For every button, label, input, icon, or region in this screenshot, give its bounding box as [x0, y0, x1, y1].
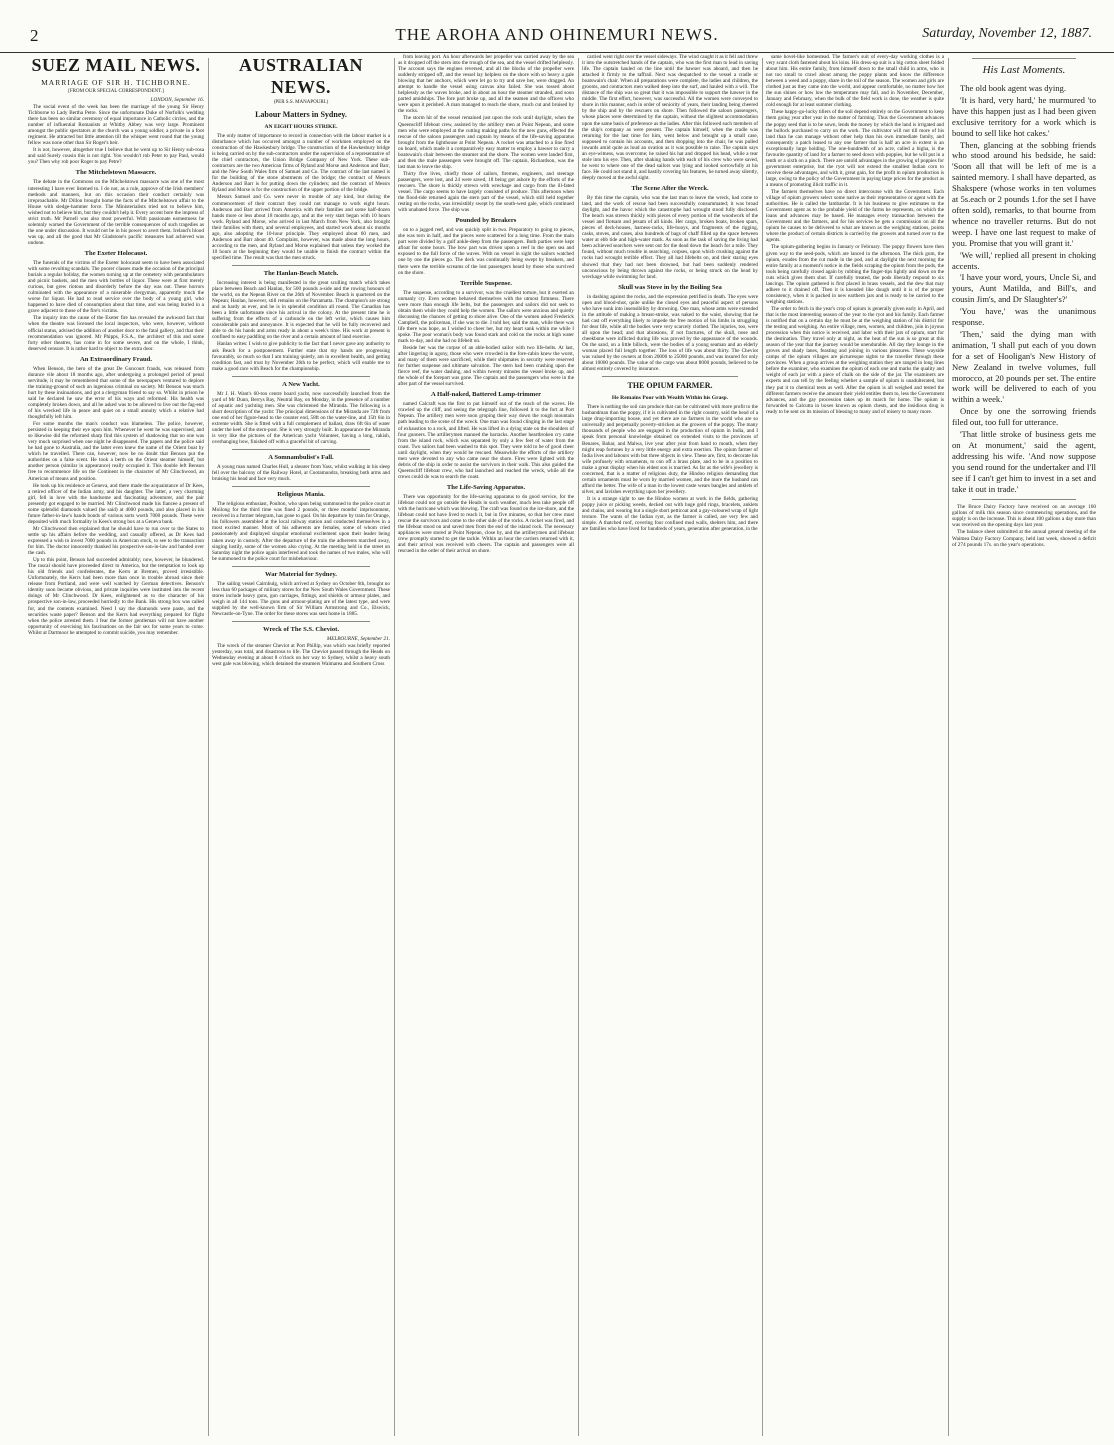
divider [232, 265, 370, 266]
section-heading: The Life-Saving Apparatus. [446, 483, 526, 491]
paragraph: The religious enthusiast, Poulton, who upon being summoned to the police court at Moilong for the third time was fined 2 pounds, or three months' imprisonment, received in a former telegram, has gone to gaol. On his departure by train for Orange, his followers assembled at the local railway station and conducted themselves in a most excited manner. Most of his adherents are females, some of whom cried passionately and displayed singular emotional excitement upon their leader being taken away in custody. After the departure of the train the adherents marched away, singing lustily, some of the women also crying. At the meeting held in the street on Saturday night the police again interfered and took the names of two males, who will be summoned to the police court for misbehaviour. [212, 501, 390, 562]
divider [232, 566, 370, 567]
page-number: 2 [30, 26, 39, 45]
section-heading: Religious Mania. [277, 491, 325, 499]
section-heading: War Material for Sydney. [265, 570, 337, 578]
section-heading: The Hanlan-Beach Match. [263, 269, 339, 277]
divider [972, 58, 1076, 59]
column-rule [578, 58, 579, 1436]
marriage-subheading: MARRIAGE OF SIR H. TICHBORNE. [41, 78, 191, 87]
paragraph: Hanlan writes: I wish to give publicity to the fact that I never gave any authority to ask Beach for a postponement. Further state that my hands are progressing favourably, so much so that I am training quietly, am in excellent health, and getting condition fast, and trust by November 26th to be perfect, which will enable me to make a good race with Beach for the championship. [212, 341, 390, 372]
paragraph: 'That little stroke of business gets me on At monument,' said the agent, addressing his wife. 'And now suppose you send round for the undertaker and I'll see if I can't get him to invest in a set and take it out in trade.' [952, 429, 1096, 494]
section-heading: Labour Matters in Sydney. [255, 110, 347, 119]
dairy-notice [952, 504, 1096, 548]
paragraph: These happy-go-lucky tillers of the soil depend entirely on the Government to keep them going year after year in the matter of farming. Thus the Government advances the poppy seed that is to be sown, lends the money by which the land is irrigated and the bullock purchased to carry on the work. The cultivator will not till more of his land than he can manage without other help than his own immediate family, and consequently a patch leased to any one farmer that is half an acre in extent is an exceptionally large holding. The one-hundredth of an acre, called a bigha, is the favourite quantity of land for a farmer to seed down with poppies, but he will put in a tenth or a sixth on a pinch. There are untold advantages in the growing of poppies for government enterprise, but the ryot will not extend the smallest Indian corn to receive these advantages, and with it, great gain, for the profit in opium production is large, owing to the policy of the Government in paying large prices for the product as a means of promoting illicit traffic in it. [766, 109, 944, 188]
section-heading: A Half-naked, Battered Lamp-trimmer [430, 391, 542, 399]
divider [232, 449, 370, 450]
paragraph: There was opportunity for the life-saving apparatus to do good service, for the lifeboat could not go outside the Heads in such weather, much less take people off with the hurricane which was blowing. The craft was found on the ice-shore, and the lifeboat could not have lived to reach it, but in five minutes, so that her crew must rescue the survivors and come to the other side of the rocks. A rocket was fired, and the lifeboat stood on and saved men from the end of the island rock. The necessary appliances were stored at Point Nepean, close by, and the artillerymen and lifeboat crew promptly started to get the tackle. Within an hour the carriers returned with it, and their arrival was received with cheers. The captain and passengers were all rescued in the order of their arrival on shore. [398, 493, 574, 555]
paragraph: Mr Clinchwood then explained that he should have to run over to the States to settle up his affairs before the wedding, and casually offered, as Dr Kees had expressed a wish to invest 7000 pounds in American stock, to see to the transaction for him. The doctor innocently thanked his prospective son-in-law and handed over the cash. [28, 525, 204, 557]
section-heading: Wreck of The S.S. Cheviot. [262, 626, 340, 633]
paragraph: The inquiry into the cause of the Exeter fire has revealed the awkward fact that when the theatre was licensed the local inspectors, who were, however, without official status, advised the addition of another door to the fatal gallery, and that their recommendation was ignored. Mr Phipps, F.S.A., the architect of this and some forty other theatres, has come in for some severe, and on the whole, I think, deserved censure. It is rather hard to object to the extra door. [28, 315, 204, 352]
dateline: LONDON, September 16. [150, 97, 204, 103]
section-heading: The Scene After the Wreck. [631, 184, 709, 192]
section-heading: Skull was Stove in by the Boiling Sea [618, 283, 722, 291]
paragraph: A young man named Charles Hull, a shearer from Yass, whilst walking in his sleep fell over the balcony of the Railway Hotel, at Cootamundra, breaking both arms and bruising his head and face very much. [212, 464, 390, 483]
paragraph: 'It is hard, very hard,' he murmured 'to have this happen just as I had been given exclusive territory for a work which is bound to sell like hot cakes.' [952, 94, 1096, 138]
divider [232, 376, 370, 377]
divider [232, 486, 370, 487]
column-1 [28, 54, 204, 1439]
paragraph: Then, glancing at the sobbing friends who stood around his bedside, he said: 'Soon all that will be left of me is a sainted memory. I shall have departed, as Shakspere (whose works in ten volumes at 5s.each or 2 pounds 1.for the set I have often sold), remarks, to that bourne from whence no traveller returns. But do not weep. I have one last request to make of you. Promise that you will grant it.' [952, 139, 1096, 248]
paragraph: The wreck of the steamer Cheviot at Port Phillip, was which was briefly reported yesterday, was total, and disastrous to life. The Cheviot passed through the Heads on Wednesday evening at about 8 o'clock on her way to Sydney, whilst a heavy south west gale was blowing, which detained the steamers Waimarea and Southern Cross [212, 643, 390, 668]
section-heading: An Extraordinary Fraud. [80, 355, 152, 363]
section-heading: Terrible Suspense. [460, 279, 512, 287]
paragraph: Increasing interest is being manifested in the great sculling match which takes place between Beach and Hanlan, for 500 pounds a-side and the rowing honours of the world, on the Nepean River on the 26th of November. Beach is quartered on the Nepean; Hanlan, however, still remains on the Parramatta. The champion's are strong and as hardy as ever, and he is in splendid condition all round. The Canadian has been a little unfortunate since his arrival in the colony. At the present time he is suffering from the effects of a carbuncle on the left wrist, which causes him considerable pain and annoyance. It is expected that he will be fully recovered and able to do his hands and arms ready in about a week's time. His work at present is confined to easy paddling on the river and a certain amount of land exercise. [212, 279, 390, 341]
column-4 [582, 54, 758, 1439]
paragraph: from leaving port. An hour afterwards her propeller was carried away by the sea as it dropped off the stern into the trough of the sea, and the vessel drifted helplessly. The account says the engines reversed, and all the blocks of the propeller were suddenly stripped off, and the vessel lay helpless on the shore with so heavy a gale blowing that her anchors, which were let go to try and save her, were dragged. An attempt to handle the vessel using canvas also failed. She was tossed about helplessly as the waves broke, and in about an hour the steamer stranded, and soon parted amidships. The fore part broke up, and all the seamen and the officers who were upon it perished. A man managed to reach the shore, much cut and bruised by the rocks. [398, 54, 574, 115]
paragraph: The Bruce Dairy Factory have received on an average 160 gallons of milk this season since commencing operations, and the supply is on the increase. This is about 100 gallons a day more than was received on the opening days last year. [952, 503, 1096, 529]
paragraph: There is nothing the soil can produce that can be cultivated with more profit to the husbandman than the poppy, if it is cultivated in the right country, said the head of a large drug-importing house, and yet there are no farmers in the world who are so universally and perpetually poverty-stricken as the growers of the poppy. The many thousands of people who are engaged in the production of opium in India, and I speak from personal knowledge obtained on extended visits to the provinces of Benares, Bahar, and Malwa, live year after year from hand to mouth, when they might reap fortunes by a very little energy and extra exertion. The opium farmer of India lives and labours with but three objects in view. These are, first, to decorate his wife profusely with ornaments, to con off a brass plate, and to be in a position to make a great display when his eldest son is married. As far as the wife's jewellery is concerned, that is a matter of religious duty, the Hindoo religion demanding that certain ornaments must be worn by married women, and the more the husband can afford the better. The wife of a man in the lowest caste wears bangles and anklets of silver, and lavishes everything upon her jewellery. [582, 404, 758, 495]
newspaper-title: THE AROHA AND OHINEMURI NEWS. [395, 25, 719, 44]
paragraph: 'Then,' said the dying man with animation, 'I shall put each of you down for a set of Hooligan's New History of New Zealand in twelve volumes, full morocco, at 20 pounds per set. The entire work will be delivered to each of you within a week.' [952, 328, 1096, 405]
paragraph: same hovel-like homestead. The farmer's suit of every-day working clothes is a very scant cloth fastened about his loins. His dress-up suit is a big cotton sheet folded about him. His entire family, from himself down to the small child in arms, who is not too small to crawl about among the poppy plants and know the difference between a weed and a poppy, share in the toil of the season. The women and girls are clothed just as they came into the world, and appear comfortable, no matter how hot the sun shines or how low the temperature may fall, and in November, December, January and February, when the bulk of the field work is done, the weather is quite cold enough for at least summer clothing. [766, 54, 944, 109]
paragraph: Mr J. H. Want's 60-ton centre board yacht, now successfully launched from the yard of Mr Dunn, Berrys Bay, Neutral Bay, on Monday, in the presence of a number of aquatic and yachting men. She was christened the Miranda. The following is a short description of the yacht: The principal dimensions of the Miranda are 73ft from one end of her figure-head to the counter end, 58ft on the water-line, and 15ft 6in in extreme width. She is fitted with a full complement of ballast, draw 6ft 6in of water under the keel of the stern-post. She is very strongly built. In appearance the Miranda is very like the pictures of the American yacht Volunteer, having a long, rakish, overhanging bow, finished off with a graceful bit of carving. [212, 390, 390, 446]
paragraph: When Benson, the hero of the great De Goncourt frauds, was released from durance vile about 18 months ago, after undergoing a prolonged period of penal servitude, it may be remembered that some of the newspapers ventured to deplore the training-ground of such an ingenious criminal on society. Mr Benson was much hurt by these insinuations, and got a clergyman friend to say so. Whilst in prison he said he declared he saw the error of his ways and reformed. His health was completely broken down, and all he asked was to be allowed to live out the fag-end of his wrecked life in peace and quiet on a small annuity which a relative had thoughtfully left him. [28, 365, 204, 421]
divider [602, 376, 738, 377]
paragraph: The suspense, according to a survivor, was the cruellest torture, but it exerted an unmanly cry. Even women behaved themselves with the utmost firmness. There were more than enough life belts, but the passengers and sailors did not seek to obtain them while they could help the women. The sailors were anxious and quietly discussing the chances of getting to shore alive. One of the women asked Frederick Campbell, the policeman, if she was to die. I told her, said the man, while there was life there was hope, as I wished to cheer her, but my heart sank within me while I spoke. The poor woman's body was found stark and cold on the rocks at high water mark to-day, and she had no lifebelt on. [398, 289, 574, 344]
paragraph: He took up his residence at Geneva, and there made the acquaintance of Dr Kees, a retired officer of the Indian army, and his daughter. The latter, a very charming girl, fell in love with the handsome and fascinating adventurer, and the pair presently got engaged to be married. Mr Clinchwood made his fiancee a present of some splendid diamonds valued (he said) at 4000 pounds, and also placed in his future father-in-law's hands bonds of various sorts worth 7000 pounds. These were deposited with much formality in Kees's strong box at a Geneva bank. [28, 482, 204, 525]
paragraph: 'We will,' replied all present in choking accents. [952, 249, 1096, 271]
section-heading: A Somnambulist's Fall. [268, 454, 334, 462]
issue-date: Saturday, November 12, 1887. [922, 26, 1092, 41]
paragraph: Beside her was the corpse of an able-bodied sailor with two life-belts. At last, after lingering in agony, those who were crowded in the fore-cabin knew the worst, and many of them were sacrificed, while their shipmates in security were reserved for further suspense and ultimate salvation. The stern had been crashing upon the fierce reef, the water dashing, and within twenty minutes the vessel broke up, and the whole of the forepart was gone. The captain and the passengers who were in the after part of the vessel survived. [398, 345, 574, 388]
story-title: His Last Moments. [982, 64, 1066, 76]
paragraph: The only matter of importance to record in connection with the labour market is a disturbance which has occurred amongst a number of workmen employed on the construction of the Hawkesbury bridge. The construction of the Hawkesbury bridge is being carried on by the sub-contractors under the supervision of a representative of the chief contractors, the Union Bridge Company of New York. These sub-contractors are the two American firms of Ryland and Morse and Anderson and Barr, and the New South Wales firm of Samuel and Co. The contract of the last named is for the building of the stone abutments of the bridge; the contract of Messrs Anderson and Barr is for putting down the cylinders; and the contract of Messrs Ryland and Morse is for the construction of the upper portion of the bridge. [212, 133, 390, 194]
paragraph: 'I have your word, yours, Uncle Si, and yours, Aunt Matilda, and Bill's, and cousin Jim's, and Dr Slaughter's?' [952, 272, 1096, 305]
column-rule [208, 58, 209, 1436]
section-heading: A New Yacht. [282, 380, 320, 388]
paragraph: Up to this point, Benson had succeeded admirably; now, however, he blundered. The rascal should have proceeded direct to America, but the temptation to look up his old friends and confederates, the Kerrs at Bremen, proved irresistible. Unfortunately, the Kerrs had been more than once in trouble abroad since their release from Portland, and were well watched by German detectives. Benson's identity soon became obvious, and private inquiries were instituted into the recent doings of Mr Clinchwood. Dr Kees, enlightened as to the character of his prospective son-in-law, proceeded hurriedly to the Bank. His strong box was called for, and the contents examined. Need I say the diamonds were paste, and the securities waste paper? Benson and the Kerrs had everything prepared for flight when the police arrested them. I fear the former gentleman will not have another opportunity of exercising his fascinations on the fair sex for some years to come. Whilst at Dartmoor he attempted to commit suicide, you may remember. [28, 557, 204, 636]
paragraph: The funerals of the victims of the Exeter holocaust seem to have been associated with some revolting scandals. The poorer classes made the occasion of the principal burials a regular holiday, the women turning up at the cemetery with perambulators and picnic baskets, and the men with bottles of liquor. These were at first merely curious, but grew riotous and disorderly before the day was out. These horrors culminated with the appearance of a miserable clergyman, apparently much the worse for liquor. He had to read service over the body of a young girl, who happened to have died of consumption about that time, and was being buried in a grave adjacent to those of the fire's victims. [28, 259, 204, 315]
paragraph: The balance sheet submitted at the annual general meeting of the Waimea Dairy Factory Company, held last week, showed a deficit of 274 pounds 17s. on the year's operations. [952, 529, 1096, 548]
column-rule [394, 58, 395, 1436]
section-subheading: He Remains Poor with Wealth Within his Grasp. [611, 395, 729, 402]
paragraph: Once by one the sorrowing friends filed out, too full for utterance. [952, 406, 1096, 428]
story-body [952, 83, 1096, 495]
paragraph: The old book agent was dying. [960, 83, 1066, 93]
paragraph: Messrs Samuel and Co. were never in trouble of any kind, but during the commencement of their contract they could not manage to work eight hours. Anderson and Barr arrived from America with their families and some half-dozen hands more or less about 18 months ago, and at the very start began with 10 hours work. Ryland and Morse, who arrived in last March from New York, also brought their families with them, and several employees, and started work about six months ago, also adopting the 10-hour principle. They employed about 60 men, and Anderson and Barr about 40. Complaint, however, was made about the long hours, according to the men, and Ryland and Morse explained that unless they worked the 10 hours at the beginning they would be unable to finish the contract within the specified time. The result was that the men struck. [212, 194, 390, 261]
newspaper-page [28, 54, 1096, 1439]
dateline: MELBOURNE, September 21. [326, 636, 390, 642]
column-rule [762, 58, 763, 1436]
paragraph: The opium-gathering begins in January or February. The poppy flowers have then given way to the seed-pods, which are lanced in the afternoon. The thick gum, the opium, exudes from the cut made in the pod, and at daylight the next morning the entire family at a moment's notice in the fields scraping the opium from the pods, the tools being carefully closed again by rubbing the finger-tips lightly and down on the cuts which gives them shut. If carefully treated, the pods liberally respond to six lancings. The opium gathered is first placed in brass vessels, and the dew that may adhere to it drained off. Then it is kneaded like dough until it is of the proper consistency, when it is packed in new earthern jars and is ready to be carried to the weighing stations. [766, 244, 944, 305]
suez-mail-heading: SUEZ MAIL NEWS. [31, 55, 201, 75]
correspondent-credit: [FROM OUR SPECIAL CORRESPONDENT.] [68, 89, 164, 94]
section-heading: Pounded by Breakers [455, 217, 517, 225]
column-5 [766, 54, 944, 1439]
paragraph: The sailing vessel Cairnbulg, which arrived at Sydney on October 6th, brought no less than 60 packages of military stores for the New South Wales Government. These stores include heavy guns, gun carriages, fittings, and shields or armour plates, and weigh in all 144 tons. The guns and armour-plating are of the latest type, and were supplied by the well-known firm of Sir William Armstrong and Co., Elswick, Newcastle-on-Tyne. The order for these stores was sent home in 1885. [212, 580, 390, 617]
paragraph: The debate in the Commons on the Mitchelstown massacre was one of the most interesting I have ever listened to. I do not, as a rule, approve of the Irish members' methods and manners, but on this occasion their conduct certainly was irreproachable. Mr Dillon brought home the facts of the Mitchelstown affair to the House with sledge-hammer force. The Ministerialists tried not to believe him, wished not to believe him, but they couldn't help it. Every accent bore the impress of strict truth. Mr Parnell was also most powerful. With passionate earnestness he solemnly warned the Government of the terrible consequences of such tragedies as the one under discussion. It would not be in his power to avert them. Ireland's blood was up, and all the good that Mr Gladstone's pacific measures had achieved was undone. [28, 179, 204, 246]
section-heading: The Exeter Holocaust. [84, 249, 148, 257]
paragraph: The social event of the week has been the marriage of the young Sir Henry Tichborne to Lady Bertha Petre. Since the unfortunate Duke of Norfolk's wedding there has been no similar ceremony of equal importance in Catholic circles, and the number of influential Romanists at Whitby Abbey was very large. Prominent amongst the public spectators at the church was a young soldier, a private in a foot regiment. He attracted but little attention till the whisper went round that the young fellow was none other than Sir Roger's heir. [28, 104, 204, 147]
paragraph: named Calcraft was the first to put himself out of the reach of the waves. He crawled up the cliff, and seeing the telegraph line, followed it to the fort at Port Nepean. The artillery men were soon groping their way down the rough mountain path leading to the scene of the wreck. One man was found clinging in the last stage of exhaustion to a rock, and lifted. He was lifted in a dying state on the shoulders of four gunners. The artillerymen manned the barracks. Another heartbroken cry came from the island rock, which was separated by only a few feet of water from the coast. Two sailors had been washed to this spot. They were told to be of good cheer until daylight, when they would be rescued. Meanwhile the efforts of the artillery men were devoted to any who came near the shore. Fires were lighted with the debris of the ship in order to assist the survivors in their walk. This also guided the Queenscliff lifeboat crew, who had launched and reached the wreck, while all the crews could do was to search the coast. [398, 401, 574, 480]
masthead [0, 22, 1114, 53]
paragraph: in dashing against the rocks, and the expression petrified in death. The eyes were open and blood-shot, quite unlike the closed eyes and peaceful aspect of persons who have sunk into insensibility by drowning. One man, whose arms were extended in the attitude of making a breast-stroke, was naked to the waist, showing that he had cast off everything likely to impede the free motion of his limbs in struggling for dear life, while all the bodies were very scarcely clothed. The injuries, too, were all upon the head; and that abrasions, if not fractures, of the skull, nose and cheekbone were inflicted during life was proved by the appearance of the wounds. On the sand, on a little hillock, were the bodies of a young seaman and an elderly woman placed full length together. The loss of life was about thirty. The Cheviot was valued by the owners at from 20000 to 25000 pounds, and was insured for only about 10000 pounds. The value of the cargo was about 8000 pounds, believed to be almost entirely covered by insurance. [582, 293, 758, 373]
column-2 [212, 54, 390, 1439]
divider [972, 499, 1076, 500]
section-subheading: AN EIGHT HOURS STRIKE. [264, 124, 338, 130]
column-3 [398, 54, 574, 1439]
column-rule [948, 58, 949, 1436]
australian-news-heading: AUSTRALIAN NEWS. [238, 55, 364, 97]
paragraph: For some months the man's conduct was blameless. The police, however, persisted in keeping their eye upon him. Whenever he went he was supervised, and so likewise did the reformed sharp find this system of shadowing that no one was very much surprised when one night he disappeared. The papers and the police said he had gone to Australia, and the latter even knew the name of the Orient boat by which he travelled. There can, however, now be no doubt that Benson put the authorities on a false scent. He took a berth on the Orient steamer himself, but another person (similar in appearance) really occupied it. This double left Benson free to recommence life on the Continent in the character of Mr Clinchwood, an American of means and position. [28, 421, 204, 482]
paragraph: The farmers themselves have no direct intercourse with the Government. Each village of opium growers select some native as their representative or agent with the authorities. He is called the lambardar. It is his business to give estimates to the Government agent as to the probable yield of the farms he represents, on which the loans and advances may be based. He manages every transaction between the Government and the farmers, and for his services he gets a commission on all the opium he causes to be delivered to what are known as the weighing stations, points where the product of certain districts is carried by the growers and turned over to the agents. [766, 189, 944, 244]
paragraph: It is a strange sight to see the Hindoo women at work in the fields, gathering poppy juice or picking weeds, decked out with huge gold rings, bracelets, anklets and chains, and wearing but a single short petticoat and a gay-coloured wrap of light texture. The wants of the Indian ryot, as the farmer is called, are very few and simple. A thatched roof, covering four confined mud walls, shelters him, and there are families who have lived for hundreds of years, generation after generation, in the [582, 495, 758, 533]
section-heading: The Mitchelstown Massacre. [75, 169, 157, 177]
paragraph: The storm hit of the vessel remained just upon the rock until daylight, when the Queenscliff lifeboat crew, assisted by the artillery men at Point Nepean, and some men who were employed at the cutting making paths for the new guns, effected the rescue of the saloon passengers and captain by means of the life-saving apparatus brought from the lighthouse at Point Nepean. A rocket was attached to a line fired on board, which made it a comparatively easy matter to employ a hawser to carry a boatswain's chair between the steamer and the shore. The women were landed first, and then the male passengers were brought off. The captain, Richardson, was the last man to leave the ship. [398, 115, 574, 170]
divider [232, 621, 370, 622]
source-credit: (PER S.S. MANAPOURI.) [273, 100, 329, 105]
paragraph: carried went right over the vessel sideways. The wind caught it as it fell and threw it into the outstretched hands of the captain, who was the first man to lead in saving life. The captain hauled on the line until the hawser was aboard, and then he attached it firmly to the taffrail. Next was despatched to the vessel a cradle or boatswain's chair. When all preparations were complete, the ladies and children, the grooms, and contractors men walked deep into the surf, and hauled with a will. The distance of the ship was so great that it was impossible to support the hawser in the middle. The first effort, however, was successful. All the women were conveyed to shore in this manner, each in order of seniority of years, their landing being cheered by the ship and by the rescuers on shore. Then followed the saloon passengers, whose places were determined by the captain, without the slightest accommodation upon the same basis of preference as the ladies. After this followed such members of the ship's company as were present. The captain himself, when the cradle was returning for the last time for him, went below and brought up a small case, supposed to contain his accounts, and then dropping into the chair, he was pulled inwards amid quite as loud an ovation as it was possible to raise. The captain says an eye-witness, was overcome; he raised his hat and dropped his head, while a tear stole into his eye. Then, after shaking hands with each of his crew who were saved, he went to where one of the dead sailors was lying and looked sorrowfully at his face. He could not stand it, and hastily covering his features, he turned away silently, deeply moved at the awful sight. [582, 54, 758, 181]
paragraph: 'You have,' was the unanimous response. [952, 306, 1096, 328]
opium-farmer-heading: THE OPIUM FARMER. [627, 381, 713, 391]
paragraph: It is not, however, altogether true I believe that he went up to Sir Henry sub-rosa and said Surely cousin this is not right. You wouldn't rob Peter to pay Paul, would you? Then why rob poor Roger to pay Petre? [28, 147, 204, 166]
paragraph: Thirty five lives, chiefly those of sailors, firemen, engineers, and steerage passengers, were lost, and 24 were saved, 18 being got ashore by the efforts of the rescuers. The shore is thickly strewn with wreckage and cargo from the ill-fated vessel. The cargo seems to have largely consisted of produce. This afternoon when the flood-tide returned again the stern part of the vessel, which still held together resting on the rocks, was irresistibly swept by the south-west gale, which continued with unabated force. The ship was [398, 170, 574, 214]
column-6 [952, 54, 1096, 1439]
paragraph: The order to fetch in the year's crop of opium is generally given early in April, and that is the most interesting season of the year to the ryot and his family. Each farmer is notified that on a certain day he must be at the weighing station of his district for the testing and weighing. An entire village, men, women, and children, join in joyous procession when this notice is received, and labor with their jars of opium, start for the destination. They travel only at night, as the heat of the sun is so great at this season of the year that the journey would be unendurable. All day they lounge in the groves and shady lanes, feasting and joining in various pleasures. These wayside camps of the opium villages are picturesque sights to the traveller through these provinces. When a group arrives at the weighing station they are ranged in long lines before the examiner, who examines the opium of each one and marks the quality and weight of each jar with a piece of chalk on the side of the jar. The examiners are experts and can tell by the feeling whether a sample of opium is unadulterated, but they put it to chemical tests as well. After the opium is all weighed and tested the different farmers receive the amount their yield entitles them to, less the Government advances, and the gay procession takes up its march for home. The opium is forwarded to Calcutta in boxes known as opium chests, and the insidious drug is ready to be sent on its mission of blessing to many and of misery to many more. [766, 305, 944, 415]
paragraph: on to a jagged reef, and was quickly split in two. Preparatory to going to pieces, she was torn in half, and the pieces were scattered for a long time. From the main part were divided by a gulf ankle-deep from the passengers. Both parties were kept afloat for some hours. The bow part was driven upon a reef in the open sea and exposed to the full force of the waves. With no vessel in sight the sailors watched one by one the pieces go. The deck was continually being swept by breakers, and there were the terrible screams of the lost passengers heard by those who survived on the shore. [398, 227, 574, 276]
paragraph: By this time the captain, who was the last man to leave the wreck, had come to land, and the work of rescue had been successfully consummated; it was broad daylight, and the havoc which the catastrophe had wrought stood fully disclosed. The beach was strewn thickly with pieces of every portion of the woodwork of the vessel and flotsam and jetsam of all kinds. Her cargo, broken boats, broken spars, pieces of deck-houses, harness-racks, life-buoys, and fragments of the rigging, casks, stoves, and cases, also hundreds of bags of chaff filled up the space between water at ebb tide and high-water mark. As soon as the task of saving the living had been achieved searchers were sent out for the dead down the beach for a mile. They found, without much trouble in searching, corpses, upon which crushing against the rocks had wrought terrible effect. They all had lifebelts on, and their staring eyes showed that they had not been drowned, but had been suddenly rendered unconscious by being thrown against the rocks, or being struck on the head by wreckage while swimming for land. [582, 194, 758, 280]
